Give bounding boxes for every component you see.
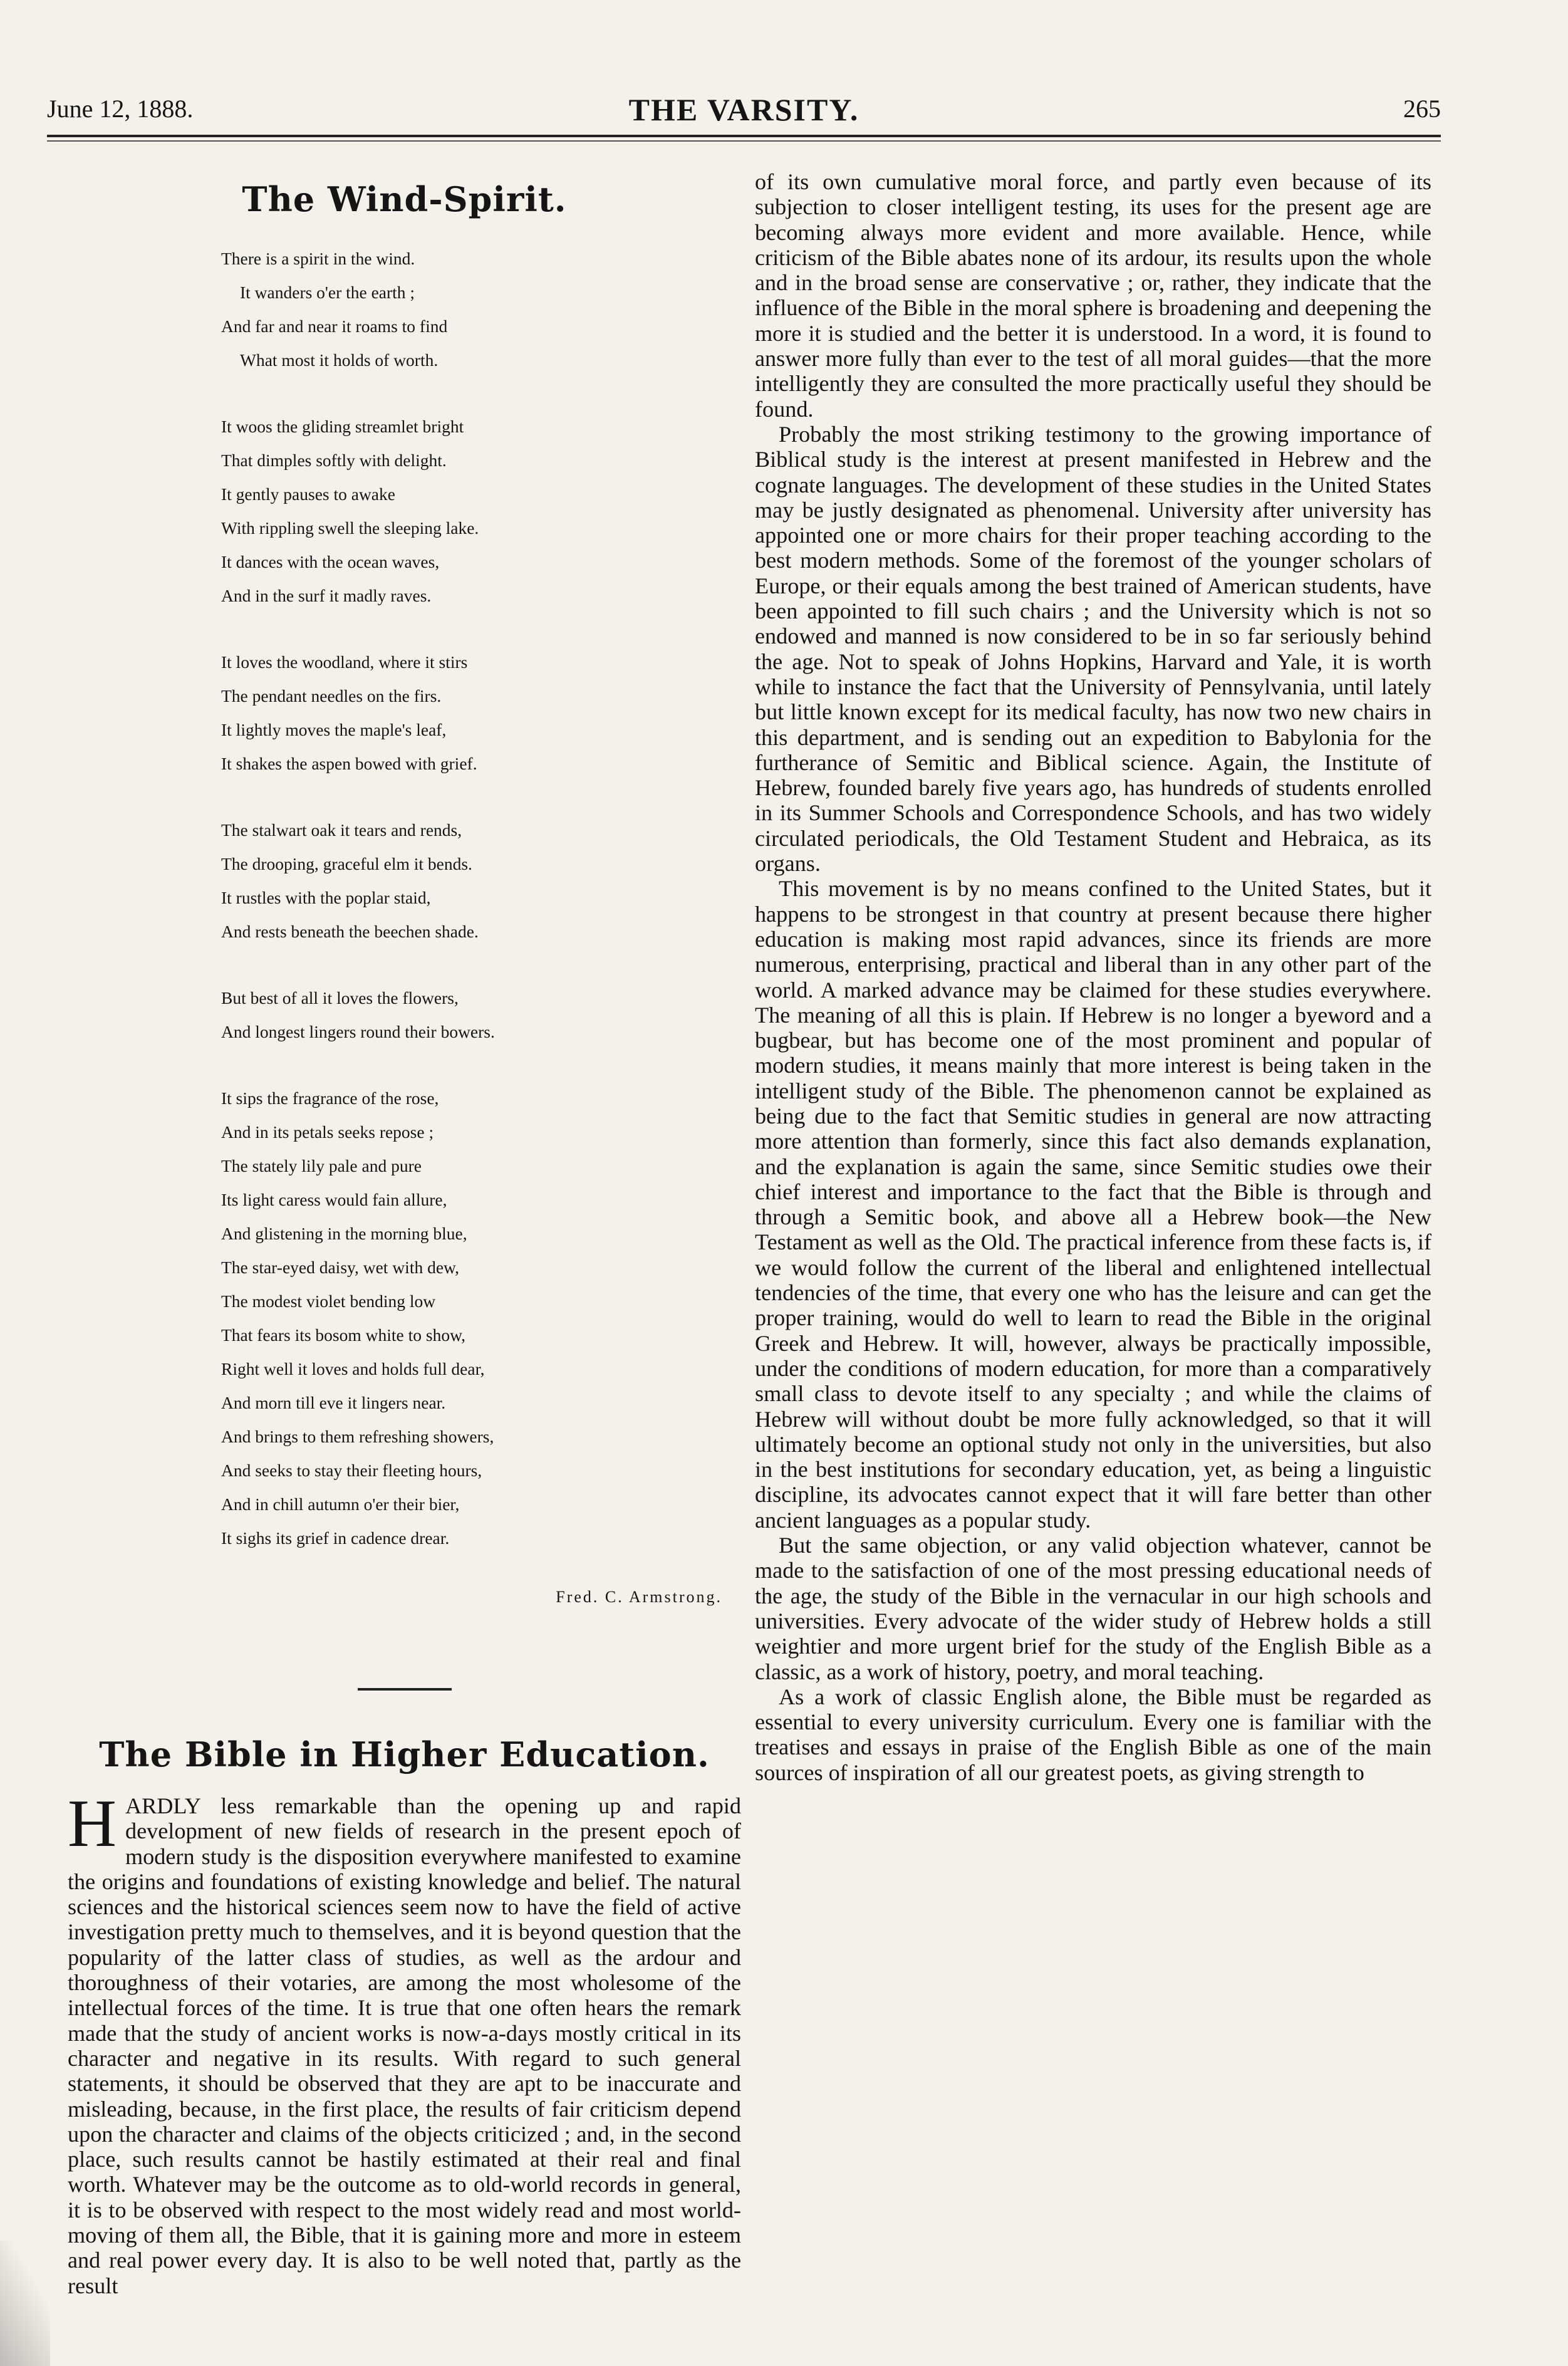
poem-line: It loves the woodland, where it stirs [221, 652, 468, 672]
article-paragraph: Probably the most striking testimony to the growing importance of Biblical study is the interest at present manifested in Hebrew and the cognate languages. The development of these studies in the United States may be justly designated as phenomenal. University after university has appointed one or more chairs for their proper teaching according to the best modern methods. Some of the foremost of the younger scholars of Europe, or their equals among the best trained of American students, have been appointed to fill such chairs ; and the University which is not so endowed and manned is now considered to be in so far seriously behind the age. Not to speak of Johns Hopkins, Harvard and Yale, it is worth while to instance the fact that the University of Pennsylvania, until lately but little known except for its medical faculty, has now two new chairs in this department, and is sending out an expedition to Babylonia for the furtherance of Semitic and Biblical science. Again, the Institute of Hebrew, founded barely five years ago, has hundreds of students enrolled in its Summer Schools and Correspondence Schools, and has two widely circulated periodicals, the Old Testament Student and Hebraica, as its organs. [755, 421, 1431, 877]
poem-line: It wanders o'er the earth ; [240, 283, 415, 302]
poem-line: It sips the fragrance of the rose, [221, 1088, 439, 1108]
publication-title: THE VARSITY. [628, 92, 859, 127]
article-paragraph: But the same objection, or any valid objection whatever, cannot be made to the satisfaction of one of the most pressing educational needs of the age, the study of the Bible in the vernacular in our high schools and universities. Every advocate of the wider study of Hebrew holds a still weightier and more urgent brief for the study of the English Bible as a classic, as a work of history, poetry, and moral teaching. [755, 1533, 1431, 1684]
poem-line: It woos the gliding streamlet bright [221, 417, 464, 436]
issue-date: June 12, 1888. [47, 95, 194, 123]
drop-cap: H [68, 1786, 117, 1861]
page-number: 265 [1403, 95, 1441, 123]
poem-line: With rippling swell the sleeping lake. [221, 518, 479, 538]
poem-line: The drooping, graceful elm it bends. [221, 854, 472, 873]
section-divider [358, 1688, 452, 1691]
poem-line: Right well it loves and holds full dear, [221, 1359, 485, 1378]
article-title: The Bible in Higher Education. [99, 1734, 710, 1774]
poem-line: What most it holds of worth. [240, 350, 439, 370]
poem-line: It dances with the ocean waves, [221, 552, 440, 571]
poem-stanza [221, 813, 697, 949]
poem-stanza [221, 242, 697, 377]
poem-line: And far and near it roams to find [221, 316, 448, 336]
poem-stanza [221, 981, 697, 1049]
right-column [755, 169, 1431, 1785]
poem-line: And brings to them refreshing showers, [221, 1427, 494, 1446]
article-body-right [755, 169, 1431, 1785]
poem-line: It rustles with the poplar staid, [221, 888, 431, 907]
poem-line: And glistening in the morning blue, [221, 1224, 467, 1243]
poem-line: But best of all it loves the flowers, [221, 988, 459, 1008]
poem-line: The star-eyed daisy, wet with dew, [221, 1258, 459, 1277]
article-paragraph: As a work of classic English alone, the Bible must be regarded as essential to every university curriculum. Every one is familiar with the treatises and essays in praise of the English Bible as one of the main sources of inspiration of all our greatest poets, as giving strength to [755, 1684, 1431, 1785]
poem-line: It lightly moves the maple's leaf, [221, 720, 447, 739]
poem-line: It shakes the aspen bowed with grief. [221, 754, 477, 773]
poem-line: Its light caress would fain allure, [221, 1190, 447, 1209]
article-paragraph: This movement is by no means confined to the United States, but it happens to be strongest in that country at present because there higher education is making most rapid advances, since its friends are more numerous, enterprising, practical and liberal than in any other part of the world. A marked advance may be claimed for these studies everywhere. The meaning of all this is plain. If Hebrew is no longer a byeword and a bugbear, but has become one of the most prominent and popular of modern studies, it means mainly that more interest is being taken in the intelligent study of the Bible. The phenomenon cannot be explained as being due to the fact that Semitic studies in general are now attracting more attention than formerly, since this fact also demands explanation, and the explanation is again the same, since Semitic studies owe their chief interest and importance to the fact that the Bible is through and through a Semitic book, and above all a Hebrew book—the New Testament as well as the Old. The practical inference from these facts is, if we would follow the current of the liberal and enlightened intellectual tendencies of the time, that every one who has the leisure and can get the proper training, would do well to learn to read the Bible in the original Greek and Hebrew. It will, however, always be practically impossible, under the conditions of modern education, for more than a comparatively small class to devote itself to any specialty ; and while the claims of Hebrew will without doubt be more fully acknowledged, so that it will ultimately become an optional study not only in the universities, but also in the best institutions for secondary education, yet, as being a linguistic discipline, its advocates cannot expect that it will fare better than other ancient languages as a popular study. [755, 876, 1431, 1533]
poem-stanza [221, 410, 697, 613]
poem-line: And in the surf it madly raves. [221, 586, 432, 605]
header-rule [47, 135, 1441, 137]
poem-line: And longest lingers round their bowers. [221, 1022, 495, 1041]
page-wear-mark [0, 2241, 50, 2366]
poem-line: And morn till eve it lingers near. [221, 1393, 446, 1412]
poem-line: And in chill autumn o'er their bier, [221, 1494, 460, 1514]
poem-body [221, 242, 697, 1555]
poem-line: That fears its bosom white to show, [221, 1325, 466, 1345]
left-column [68, 169, 741, 2298]
poem-line: It gently pauses to awake [221, 484, 395, 504]
poem-line: And rests beneath the beechen shade. [221, 922, 479, 941]
poem-line: The stalwart oak it tears and rends, [221, 820, 462, 840]
poem-line: There is a spirit in the wind. [221, 249, 415, 268]
poem-line: And in its petals seeks repose ; [221, 1122, 434, 1142]
poem-author: Fred. C. Armstrong. [556, 1588, 722, 1606]
article-body-left [68, 1786, 741, 2298]
article-paragraph: ARDLY less remarkable than the opening up and rapid development of new fields of research in the present epoch of modern study is the disposition everywhere manifested to examine the origins and foundations of existing knowledge and belief. The natural sciences and the historical sciences seem now to have the field of active investigation pretty much to themselves, and it is beyond question that the popularity of the latter class of studies, as well as the ardour and thoroughness of their votaries, are among the most wholesome of the intellectual forces of the time. It is true that one often hears the remark made that the study of ancient works is now-a-days mostly critical in its character and negative in its results. With regard to such general statements, it should be observed that they are apt to be inaccurate and misleading, because, in the first place, the results of fair criticism depend upon the character and claims of the objects criticized ; and, in the second place, such results cannot be hastily estimated at their real and final worth. Whatever may be the outcome as to old-world records in general, it is to be observed with respect to the most widely read and most world-moving of them all, the Bible, that it is gaining more and more in esteem and real power every day. It is also to be well noted that, partly as the result [68, 1793, 741, 2298]
poem-line: And seeks to stay their fleeting hours, [221, 1461, 482, 1480]
article-paragraph: of its own cumulative moral force, and partly even because of its subjection to closer intelligent testing, its uses for the present age are becoming always more evident and more available. Hence, while criticism of the Bible abates none of its ardour, its results upon the whole and in the broad sense are conservative ; or, rather, they indicate that the influence of the Bible in the moral sphere is broadening and deepening the more it is studied and the better it is understood. In a word, it is found to answer more fully than ever to the test of all moral guides—that the more intelligently they are consulted the more practically useful they should be found. [755, 169, 1431, 422]
poem-stanza [221, 1081, 697, 1555]
poem-title: The Wind-Spirit. [242, 179, 567, 219]
poem-stanza [221, 645, 697, 781]
poem-line: That dimples softly with delight. [221, 451, 447, 470]
header-rule-thin [47, 140, 1441, 142]
poem-line: The stately lily pale and pure [221, 1156, 422, 1175]
poem-line: The modest violet bending low [221, 1291, 436, 1311]
poem-line: The pendant needles on the firs. [221, 686, 442, 706]
poem-line: It sighs its grief in cadence drear. [221, 1528, 450, 1548]
